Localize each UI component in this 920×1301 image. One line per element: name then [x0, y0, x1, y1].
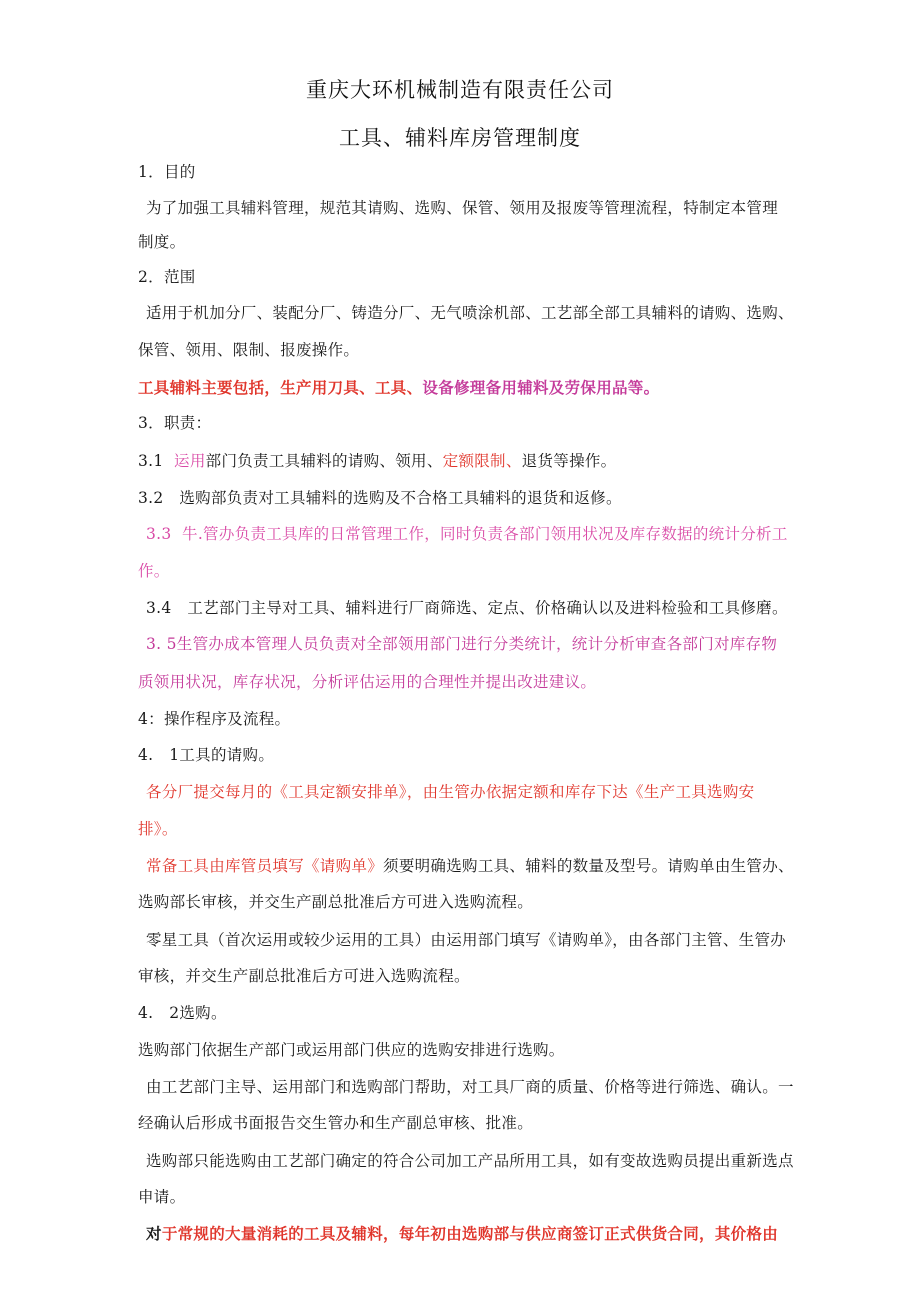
section-1-paragraph-line-2: 制度。 — [138, 233, 186, 251]
section-4-1-paragraph-2-red: 常备工具由库管员填写《请购单》 — [146, 857, 384, 875]
item-3-3-text: 牛.管办负责工具库的日常管理工作，同时负责各部门领用状况及库存数据的统计分析工 — [182, 525, 788, 543]
document-title: 工具、辅料库房管理制度 — [339, 126, 581, 150]
item-3-2: 3.2 选购部负责对工具辅料的选购及不合格工具辅料的退货和返修。 — [138, 489, 622, 507]
section-4-2-paragraph-3-line-2: 申请。 — [138, 1188, 186, 1206]
section-4-1-paragraph-1-line-1: 各分厂提交每月的《工具定额安排单》，由生管办依据定额和库存下达《生产工具选购安 — [146, 783, 755, 801]
item-3-5-line-1 — [146, 634, 777, 654]
item-3-1-part-d: 退货等操作。 — [521, 452, 617, 470]
section-4-1-paragraph-2-line-2: 选购部长审核，并交生产副总批准后方可进入选购流程。 — [138, 893, 534, 911]
section-2-note-part-1: 工具辅料主要包括，生产用刀具、工具、 — [138, 378, 423, 397]
item-3-3-number: 3.3 — [146, 525, 172, 543]
section-4-2-paragraph-2-line-1: 由工艺部门主导、运用部门和选购部门帮助，对工具厂商的质量、价格等进行筛选、确认。一 — [146, 1078, 794, 1096]
company-name: 重庆大环机械制造有限责任公司 — [306, 78, 614, 102]
item-3-5-text: 5生管办成本管理人员负责对全部领用部门进行分类统计，统计分析审查各部门对库存物 — [166, 635, 778, 653]
section-4-1-paragraph-3-line-2: 审核，并交生产副总批准后方可进入选购流程。 — [138, 967, 470, 985]
item-3-1 — [138, 451, 616, 471]
section-1-heading: 1．目的 — [138, 163, 196, 181]
item-3-1-number: 3.1 — [138, 452, 164, 470]
section-2-paragraph-line-1: 适用于机加分厂、装配分厂、铸造分厂、无气喷涂机部、工艺部全部工具辅料的请购、选购、 — [146, 304, 794, 322]
item-3-5-number: 3. — [146, 635, 162, 653]
section-4-2-paragraph-1: 选购部门依据生产部门或运用部门供应的选购安排进行选购。 — [138, 1041, 565, 1059]
section-2-note-part-2: 设备修理备用辅料及劳保用品等。 — [422, 378, 660, 397]
item-3-1-part-c: 定额限制、 — [442, 452, 522, 470]
section-4-2-paragraph-3-line-1: 选购部只能选购由工艺部门确定的符合公司加工产品所用工具，如有变故选购员提出重新选点 — [146, 1152, 794, 1170]
section-2-note — [138, 378, 659, 398]
item-3-3-line-1 — [146, 524, 788, 544]
item-3-3-line-2: 作。 — [138, 562, 170, 580]
section-4-2-paragraph-2-line-2: 经确认后形成书面报告交生管办和生产副总审核、批准。 — [138, 1114, 534, 1132]
section-2-heading: 2．范围 — [138, 268, 196, 286]
section-4-2-paragraph-4-red: 于常规的大量消耗的工具及辅料，每年初由选购部与供应商签订正式供货合同，其价格由 — [161, 1224, 779, 1243]
section-4-2-heading: 4. 2选购。 — [138, 1004, 227, 1022]
section-1-paragraph-line-1: 为了加强工具辅料管理，规范其请购、选购、保管、领用及报废等管理流程，特制定本管理 — [146, 199, 779, 217]
section-3-heading: 3．职责： — [138, 414, 212, 432]
section-4-1-paragraph-2-line-1 — [146, 856, 794, 876]
item-3-1-part-a: 运用 — [174, 452, 206, 470]
section-4-1-paragraph-2-rest: 须要明确选购工具、辅料的数量及型号。请购单由生管办、 — [383, 857, 794, 875]
section-4-1-paragraph-1-line-2: 排》。 — [138, 820, 178, 838]
section-2-paragraph-line-2: 保管、领用、限制、报废操作。 — [138, 341, 360, 359]
item-3-1-part-b: 部门负责工具辅料的请购、领用、 — [205, 452, 443, 470]
section-4-heading: 4：操作程序及流程。 — [138, 710, 291, 728]
item-3-4: 3.4 工艺部门主导对工具、辅料进行厂商筛选、定点、价格确认以及进料检验和工具修磨。 — [146, 599, 788, 617]
section-4-2-paragraph-4-black: 对 — [146, 1224, 162, 1243]
section-4-1-heading: 4. 1工具的请购。 — [138, 746, 275, 764]
section-4-1-paragraph-3-line-1: 零星工具（首次运用或较少运用的工具）由运用部门填写《请购单》，由各部门主管、生管办 — [146, 931, 787, 949]
item-3-5-line-2: 质领用状况，库存状况，分析评估运用的合理性并提出改进建议。 — [138, 673, 597, 691]
section-4-2-paragraph-4-line-1 — [146, 1224, 778, 1244]
